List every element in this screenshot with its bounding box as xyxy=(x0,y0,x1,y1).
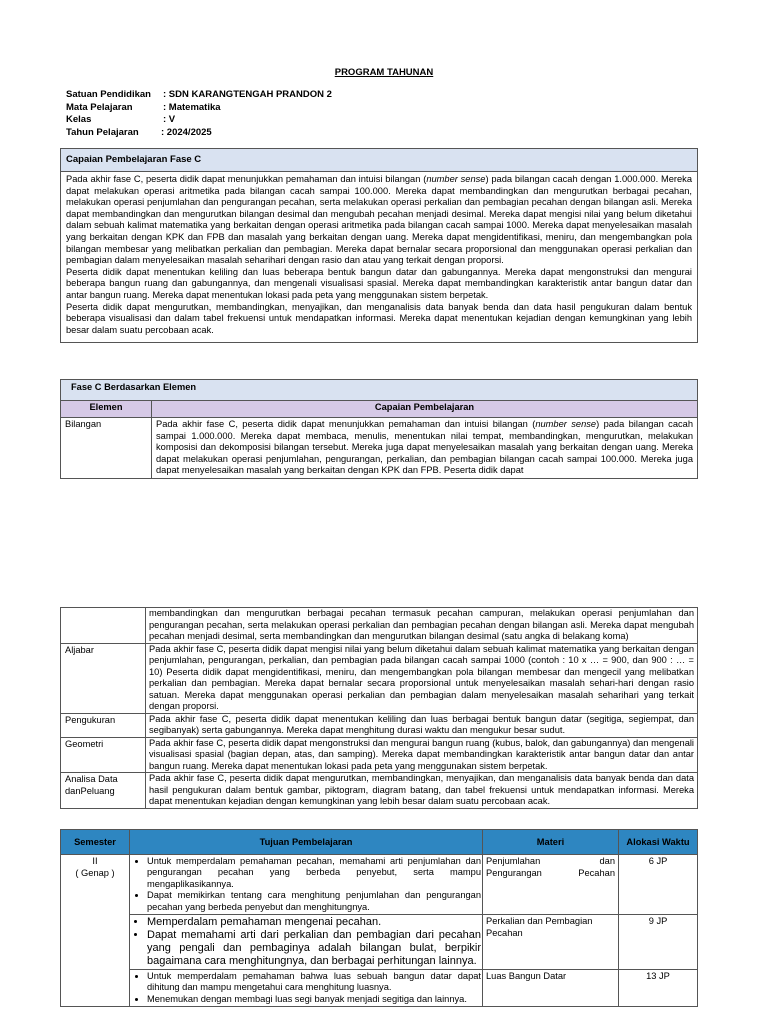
elemen-text: Pada akhir fase C, peserta didik dapat mengonstruksi dan mengurai bangun ruang (kubus, balok, dan gabungannya) dan mengenali visualisasi spasial (bagian depan, atas, dan samping). Mereka dapat membandingkan karakteristik antar bangun datar dan antar bangun ruang. Mereka dapat menentukan lokasi pada peta yang menggunakan sistem berpetak. xyxy=(146,737,698,773)
elemen-text: Pada akhir fase C, peserta didik dapat mengisi nilai yang belum diketahui dalam sebuah kalimat matematika yang berkaitan dengan penjumlahan, pengurangan, perkalian, dan pembagian pada bilangan cacah sampai 1000 (contoh : 10 x … = 900, dan 900 : … = 10) Peserta didik dapat mengidentifikasi, meniru, dan mengembangkan pola bilangan membesar dan mengecil yang melibatkan perkalian dan pembagian. Mereka dapat bernalar secara proporsional untuk menyelesaikan masalah sehari-hari dengan rasio satuan. Mereka dapat menggunakan operasi perkalian dan pembagian dalam menyelesaikan masalah seharihari yang terkait dengan proporsi. xyxy=(146,643,698,713)
list-item: • Untuk memperdalam pemahaman bahwa luas sebuah bangun datar dapat dihitung dan mampu mengetahui cara menghitung luasnya. xyxy=(147,971,481,994)
elemen-text xyxy=(152,418,698,479)
table-row xyxy=(61,970,698,1007)
table-row xyxy=(61,737,698,773)
materi-cell: Penjumlahan dan Pengurangan Pecahan xyxy=(483,855,619,915)
info-value: : Matematika xyxy=(163,101,221,113)
elemen-term: number sense xyxy=(535,419,597,429)
elemen-text: Pada akhir fase C, peserta didik dapat menentukan keliling dan luas berbagai bentuk bangun datar (segitiga, segiempat, dan segibanyak) serta gabungannya. Mereka dapat menghitung durasi waktu dan mengukur besar sudut. xyxy=(146,713,698,737)
capaian-text: Pada akhir fase C, peserta didik dapat menunjukkan pemahaman dan intuisi bilangan ( xyxy=(66,174,427,184)
info-value: : SDN KARANGTENGAH PRANDON 2 xyxy=(163,89,332,100)
table-row xyxy=(61,915,698,970)
capaian-section xyxy=(60,148,698,343)
elemen-text-part: ) pada bilangan cacah sampai 1.000.000. Mereka dapat membaca, menulis, menentukan nilai tempat, membandingkan, mengurutkan, melakukan komposisi dan dekomposisi bilangan tersebut. Mereka juga dapat menyelesaikan masalah yang berkaitan dengan uang. Mereka dapat melakukan operasi penjumlahan, pengurangan, perkalian, dan pembagian bilangan cacah sampai 100.000. Mereka juga dapat menyelesaikan masalah yang berkaitan dengan KPK dan FPB. Peserta didik dapat xyxy=(156,419,693,475)
list-item: • Dapat memahami arti dari perkalian dan pembagian dari pecahan yang pengali dan pembaginya adalah bilangan bulat, berpikir bagaimana cara menghitungnya, dan berbagai perhitungan lainnya. xyxy=(147,929,481,968)
capaian-paragraph-geometri: Peserta didik dapat menentukan keliling dan luas beberapa bentuk bangun datar dan gabungannya. Mereka dapat mengonstruksi dan mengurai beberapa bangun ruang dan gabungannya, dan mengenali visualisasi spasial. Mereka dapat membandingkan karakteristik antar bangun datar dan antar bangun ruang. Mereka dapat menentukan lokasi pada peta yang menggunakan sistem berpetak. xyxy=(66,266,692,300)
elemen-label: Pengukuran xyxy=(61,713,146,737)
elemen-label: Bilangan xyxy=(61,418,152,479)
elemen-label: Geometri xyxy=(61,737,146,773)
semester-label: II xyxy=(92,856,98,866)
capaian-body xyxy=(61,172,697,342)
info-row-tahun xyxy=(66,127,332,140)
column-header-capaian: Capaian Pembelajaran xyxy=(152,401,698,418)
table-row xyxy=(61,713,698,737)
column-header-alokasi: Alokasi Waktu xyxy=(619,830,698,855)
elemen-text: Pada akhir fase C, peserta didik dapat mengurutkan, membandingkan, menyajikan, dan menganalisis data banyak benda dan data hasil pengukuran dalam bentuk gambar, piktogram, diagram batang, dan tabel frekuensi untuk mendapatkan informasi. Mereka dapat menentukan kejadian dengan kemungkinan yang lebih besar dalam suatu percobaan acak. xyxy=(146,773,698,809)
capaian-text: ) pada bilangan cacah dengan 1.000.000. Mereka dapat melakukan operasi aritmetika pada bilangan cacah sampai 100.000. Mereka dapat membandingkan dan mengurutkan berbagai pecahan, melakukan operasi penjumlahan dan pengurangan pecahan, serta melakukan operasi perkalian dan pembagian pecahan dengan bilangan asli. Mereka dapat membandingkan dan mengurutkan bilangan desimal dan mengubah pecahan menjadi desimal. Mereka dapat mengisi nilai yang belum diketahui dalam sebuah kalimat matematika yang berkaitan dengan operasi aritmetika pada bilangan cacah sampai 1000. Mereka dapat menyelesaikan masalah yang berkaitan dengan KPK dan FPB dan masalah yang berkaitan dengan uang. Mereka dapat mengidentifikasi, meniru, dan mengembangkan pola bilangan membesar yang melibatkan perkalian dan pembagian. Mereka dapat bernalar secara proporsional dan menggunakan operasi perkalian dan pembagian dalam menyelesaikan masalah seharihari dengan rasio dan atau yang terkait dengan proporsi. xyxy=(66,174,692,266)
column-header-elemen: Elemen xyxy=(61,401,152,418)
column-header-semester: Semester xyxy=(61,830,130,855)
elemen-label: Analisa Data danPeluang xyxy=(61,773,146,809)
table-row xyxy=(61,643,698,713)
column-header-materi: Materi xyxy=(483,830,619,855)
alokasi-cell: 6 JP xyxy=(619,855,698,915)
table-row xyxy=(61,773,698,809)
materi-cell: Perkalian dan Pembagian Pecahan xyxy=(483,915,619,970)
semester-table xyxy=(60,829,698,1007)
elemen-text: membandingkan dan mengurutkan berbagai pecahan termasuk pecahan campuran, melakukan operasi penjumlahan dan pengurangan pecahan, serta melakukan operasi perkalian dan pembagian pecahan dengan bilangan asli. Mereka dapat mengubah pecahan menjadi desimal, serta membandingkan dan mengurutkan bilangan desimal (satu angka di belakang koma) xyxy=(146,608,698,644)
info-label: Mata Pelajaran xyxy=(66,101,133,113)
info-label: Satuan Pendidikan xyxy=(66,89,151,100)
table-row xyxy=(61,418,698,479)
elemen-label: Aljabar xyxy=(61,643,146,713)
alokasi-cell: 9 JP xyxy=(619,915,698,970)
table-row xyxy=(61,855,698,915)
info-label: Kelas xyxy=(66,114,92,125)
list-item: • Menemukan dengan membagi luas segi banyak menjadi segitiga dan lainnya. xyxy=(147,994,481,1005)
fase-table xyxy=(60,379,698,479)
table-row xyxy=(61,608,698,644)
alokasi-cell: 13 JP xyxy=(619,970,698,1007)
info-block xyxy=(66,89,332,139)
elemen-text-part: Pada akhir fase C, peserta didik dapat menunjukkan pemahaman dan intuisi bilangan ( xyxy=(156,419,536,429)
info-row-kelas xyxy=(66,114,332,127)
fase-heading: Fase C Berdasarkan Elemen xyxy=(61,380,698,401)
capaian-paragraph-data: Peserta didik dapat mengurutkan, membandingkan, menyajikan, dan menganalisis data banyak benda dan data hasil pengukuran dalam bentuk beberapa visualisasi dan dalam tabel frekuensi untuk mendapatkan informasi. Mereka dapat menentukan kejadian dengan kemungkinan yang lebih besar dalam suatu percobaan acak. xyxy=(66,301,692,335)
elemen-label xyxy=(61,608,146,644)
tujuan-cell xyxy=(130,970,483,1007)
semester-sub: ( Genap ) xyxy=(75,867,115,878)
tujuan-cell xyxy=(130,915,483,970)
info-row-satuan xyxy=(66,89,332,102)
list-item: • Untuk memperdalam pemahaman pecahan, memahami arti penjumlahan dan pengurangan pecahan yang berbeda penyebut, serta mampu mengaplikasikannya. xyxy=(147,856,481,890)
capaian-heading: Capaian Pembelajaran Fase C xyxy=(61,149,697,172)
info-value: : 2024/2025 xyxy=(161,126,212,138)
page-title: PROGRAM TAHUNAN xyxy=(334,67,434,78)
column-header-tujuan: Tujuan Pembelajaran xyxy=(130,830,483,855)
info-value: : V xyxy=(163,114,176,125)
tujuan-cell xyxy=(130,855,483,915)
info-row-mapel xyxy=(66,102,332,115)
fase-table-continued xyxy=(60,607,698,809)
capaian-paragraph-bilangan xyxy=(66,174,692,267)
semester-cell xyxy=(61,855,130,1007)
list-item: • Dapat memikirkan tentang cara menghitung penjumlahan dan pengurangan pecahan yang berbeda penyebut dan menghitungnya. xyxy=(147,890,481,913)
list-item: • Memperdalam pemahaman mengenai pecahan. xyxy=(147,916,481,929)
capaian-term: number sense xyxy=(426,174,486,184)
materi-cell: Luas Bangun Datar xyxy=(483,970,619,1007)
info-label: Tahun Pelajaran xyxy=(66,126,139,138)
